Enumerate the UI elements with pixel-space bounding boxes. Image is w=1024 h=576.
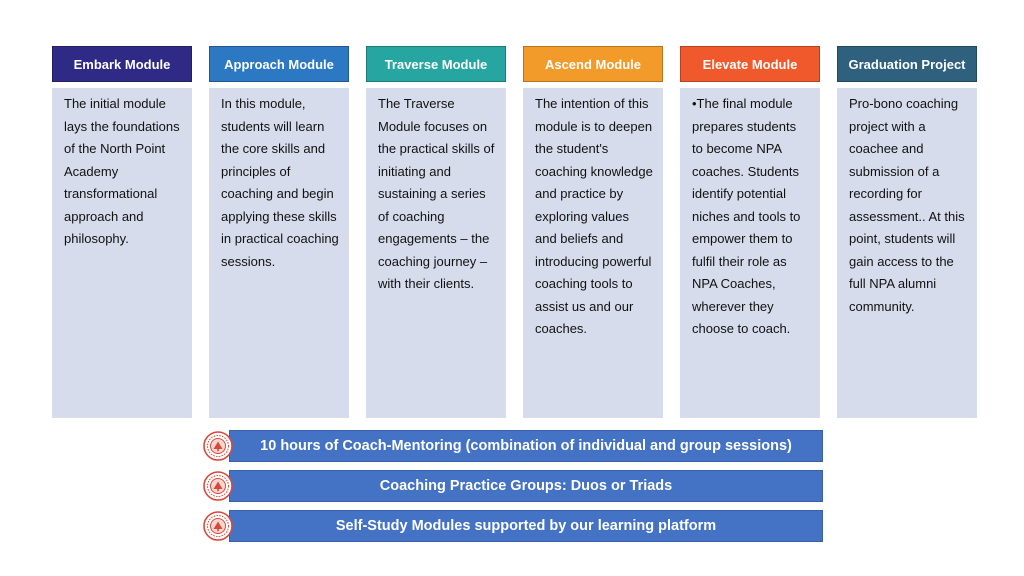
feature-row-mentoring <box>203 430 825 462</box>
academy-seal-icon <box>203 431 233 461</box>
module-embark <box>52 46 192 418</box>
module-description: The initial module lays the foundations of the North Point Academy transformational approach and philosophy. <box>52 88 192 418</box>
module-ascend <box>523 46 663 418</box>
module-graduation-project <box>837 46 977 418</box>
module-elevate <box>680 46 820 418</box>
module-header: Traverse Module <box>366 46 506 82</box>
feature-row-practice-groups <box>203 470 825 502</box>
module-traverse <box>366 46 506 418</box>
feature-bar: Self-Study Modules supported by our learning platform <box>229 510 823 542</box>
module-header: Embark Module <box>52 46 192 82</box>
module-description: •The final module prepares students to become NPA coaches. Students identify potential niches and tools to empower them to fulfil their role as NPA Coaches, wherever they choose to coach. <box>680 88 820 418</box>
module-header: Ascend Module <box>523 46 663 82</box>
module-description: Pro-bono coaching project with a coachee and submission of a recording for assessment.. At this point, students will gain access to the full NPA alumni community. <box>837 88 977 418</box>
module-header: Approach Module <box>209 46 349 82</box>
module-description: In this module, students will learn the core skills and principles of coaching and begin applying these skills in practical coaching sessions. <box>209 88 349 418</box>
module-approach <box>209 46 349 418</box>
program-features <box>203 430 825 550</box>
module-header: Graduation Project <box>837 46 977 82</box>
academy-seal-icon <box>203 511 233 541</box>
feature-row-self-study <box>203 510 825 542</box>
module-description: The intention of this module is to deepen the student's coaching knowledge and practice by exploring values and beliefs and introducing powerful coaching tools to assist us and our coaches. <box>523 88 663 418</box>
feature-bar: Coaching Practice Groups: Duos or Triads <box>229 470 823 502</box>
module-description: The Traverse Module focuses on the practical skills of initiating and sustaining a series of coaching engagements – the coaching journey – with their clients. <box>366 88 506 418</box>
modules-row <box>52 46 977 418</box>
feature-bar: 10 hours of Coach-Mentoring (combination of individual and group sessions) <box>229 430 823 462</box>
module-header: Elevate Module <box>680 46 820 82</box>
academy-seal-icon <box>203 471 233 501</box>
